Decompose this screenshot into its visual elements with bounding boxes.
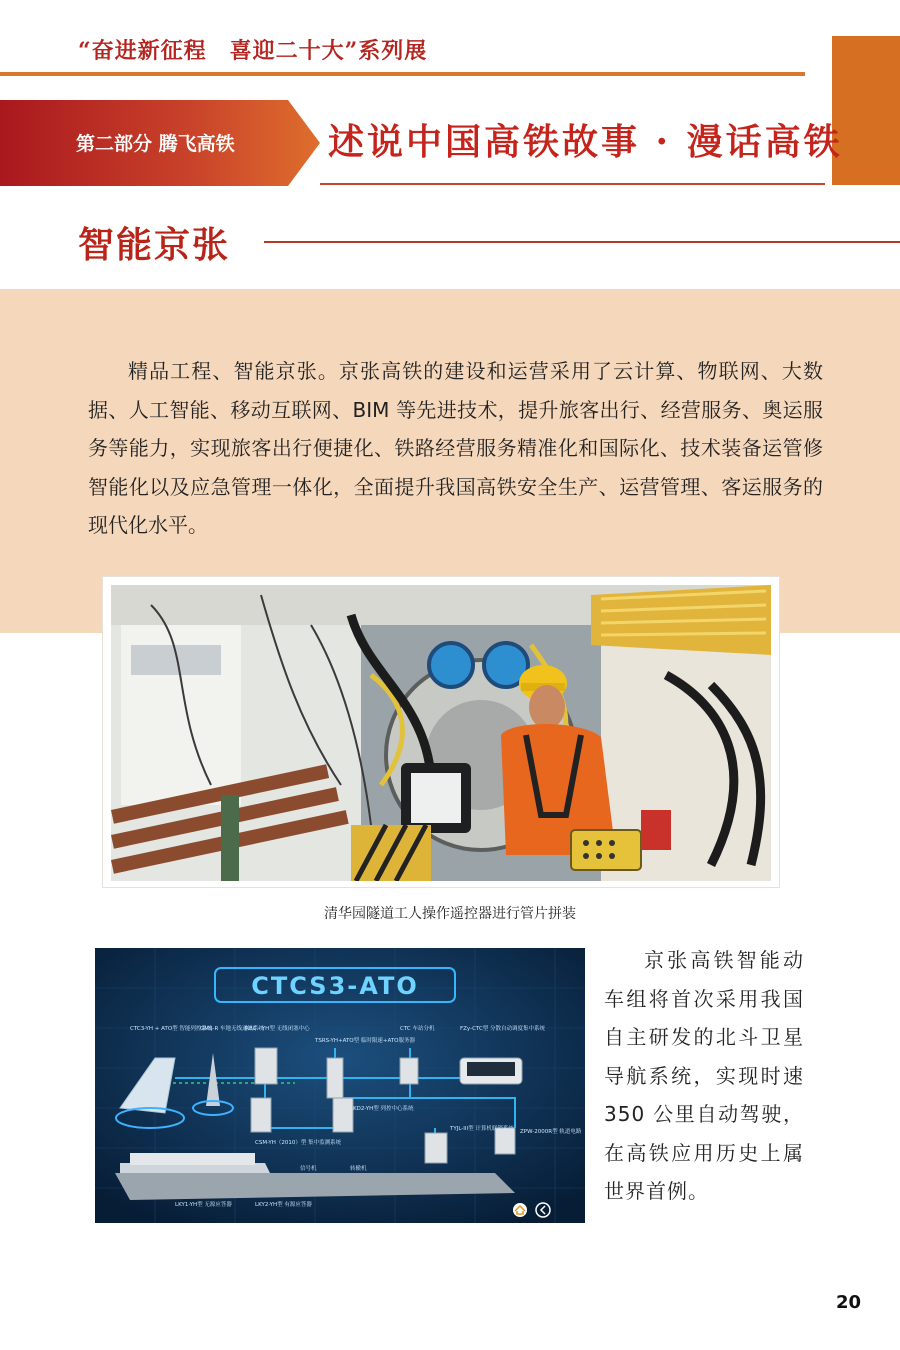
- diagram-label: FZy-CTC型 分散自动调度集中系统: [460, 1026, 546, 1032]
- diagram-label: RBC - YH型 无线闭塞中心: [245, 1026, 310, 1032]
- diagram-label: LKY2-YH型 有源应答器: [255, 1202, 312, 1208]
- intro-paragraph: 精品工程、智能京张。京张高铁的建设和运营采用了云计算、物联网、大数据、人工智能、移动互联网、BIM 等先进技术，提升旅客出行、经营服务、奥运服务等能力，实现旅客出行便捷化、铁路经营服务精准化和国际化、技术装备运管修智能化以及应急管理一体化，全面提升我国高铁安全生产、运营管理、客运服务的现代化水平。: [88, 359, 823, 537]
- diagram-label: LKY1-YH型 无源应答器: [175, 1202, 232, 1208]
- photo-caption: 清华园隧道工人操作遥控器进行管片拼装: [324, 906, 576, 922]
- diagram-label: 转辙机: [350, 1166, 367, 1172]
- tunnel-worker-photo: [111, 585, 771, 881]
- diagram-label: ZPW-2000R型 轨道电路: [520, 1129, 582, 1135]
- diagram-label: LKD2-YH型 列控中心系统: [350, 1106, 414, 1112]
- banner-underline: [320, 183, 825, 185]
- diagram-label: TYJL-III型 计算机联锁系统: [450, 1126, 514, 1132]
- part-label: 第二部分 腾飞高铁: [76, 133, 235, 155]
- diagram-label: GMS-R 车地无线通讯系统: [200, 1026, 265, 1032]
- diagram-label: CTC 车站分机: [400, 1026, 435, 1032]
- page-number: 20: [836, 1292, 862, 1313]
- header-rule: [0, 72, 805, 76]
- diagram-label: CTC3-YH + ATO型 智能列控系统: [130, 1026, 213, 1032]
- series-title: “奋进新征程 喜迎二十大”系列展: [78, 38, 428, 64]
- section-title: 智能京张: [78, 225, 231, 266]
- ctcs3-ato-diagram: [95, 948, 585, 1223]
- section-rule: [264, 241, 900, 243]
- diagram-title: CTCS3-ATO: [251, 972, 419, 1000]
- diagram-label: 信号机: [300, 1166, 317, 1172]
- main-title: 述说中国高铁故事 · 漫话高铁: [328, 121, 843, 163]
- diagram-label: CSM-YH（2010）型 集中监测系统: [255, 1140, 342, 1146]
- side-paragraph: 京张高铁智能动车组将首次采用我国自主研发的北斗卫星导航系统，实现时速 350 公里自动驾驶，在高铁应用历史上属世界首例。: [604, 948, 804, 1203]
- diagram-label: TSRS-YH+ATO型 临时限速+ATO服务器: [315, 1038, 416, 1044]
